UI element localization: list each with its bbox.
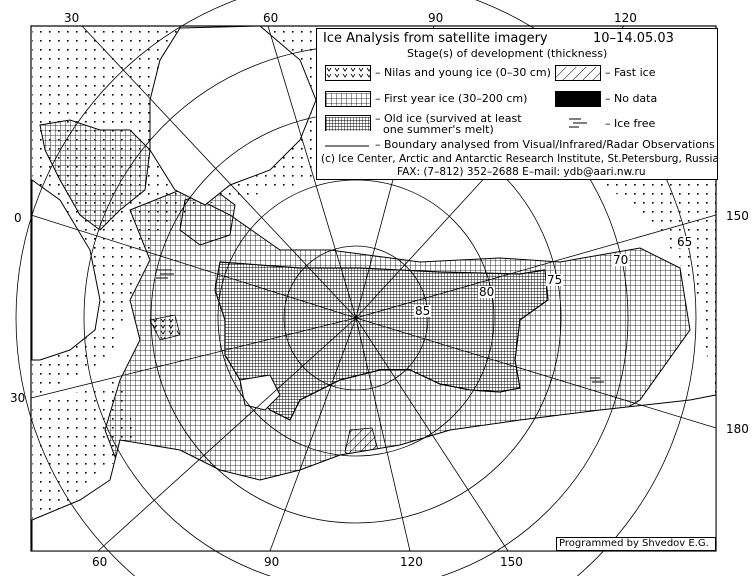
- old-ice-swatch: [325, 115, 371, 131]
- latitude-label: 80: [479, 285, 495, 299]
- fast-ice-swatch: [555, 65, 601, 81]
- legend-old-ice-label-2: one summer's melt): [383, 123, 494, 136]
- top-longitude-label: 120: [614, 11, 637, 25]
- legend-ice-free-label: – Ice free: [605, 117, 656, 130]
- latitude-label: 65: [677, 235, 693, 249]
- latitude-label: 75: [547, 273, 563, 287]
- legend-first-year-label: – First year ice (30–200 cm): [375, 92, 528, 105]
- legend-old-ice-label: – Old ice (survived at least: [375, 112, 522, 125]
- latitude-label: 85: [415, 304, 431, 318]
- legend-contact: FAX: (7–812) 352–2688 E–mail: ydb@aari.nw.ru: [397, 166, 646, 178]
- bottom-longitude-label: 150: [500, 555, 523, 569]
- legend-title: Ice Analysis from satellite imagery: [323, 31, 548, 46]
- right-longitude-label: 180: [726, 422, 749, 436]
- nilas-swatch: [325, 65, 371, 81]
- top-longitude-label: 30: [64, 11, 80, 25]
- bottom-longitude-label: 90: [264, 555, 280, 569]
- legend-date: 10–14.05.03: [593, 31, 674, 46]
- bottom-longitude-label: 120: [400, 555, 423, 569]
- legend-box: [316, 28, 718, 180]
- first-year-swatch: [325, 91, 371, 107]
- top-longitude-label: 60: [263, 11, 279, 25]
- bottom-longitude-label: 60: [92, 555, 108, 569]
- legend-fast-ice-label: – Fast ice: [605, 66, 656, 79]
- legend-boundary-label: – Boundary analysed from Visual/Infrared/Radar Observations: [375, 138, 715, 151]
- right-longitude-label: 150: [726, 209, 749, 223]
- latitude-label: 70: [613, 253, 629, 267]
- legend-no-data-label: – No data: [605, 92, 658, 105]
- left-longitude-label: 30: [10, 391, 26, 405]
- legend-nilas-label: – Nilas and young ice (0–30 cm): [375, 66, 551, 79]
- left-longitude-label: 0: [14, 211, 22, 225]
- top-longitude-label: 90: [428, 11, 444, 25]
- ice-free-swatch: [567, 116, 597, 130]
- boundary-swatch: [325, 143, 369, 149]
- legend-subtitle: Stage(s) of development (thickness): [407, 47, 608, 60]
- legend-copyright: (c) Ice Center, Arctic and Antarctic Research Institute, St.Petersburg, Russia: [321, 153, 719, 165]
- no-data-swatch: [555, 91, 601, 107]
- credit-label: Programmed by Shvedov E.G.: [556, 537, 716, 551]
